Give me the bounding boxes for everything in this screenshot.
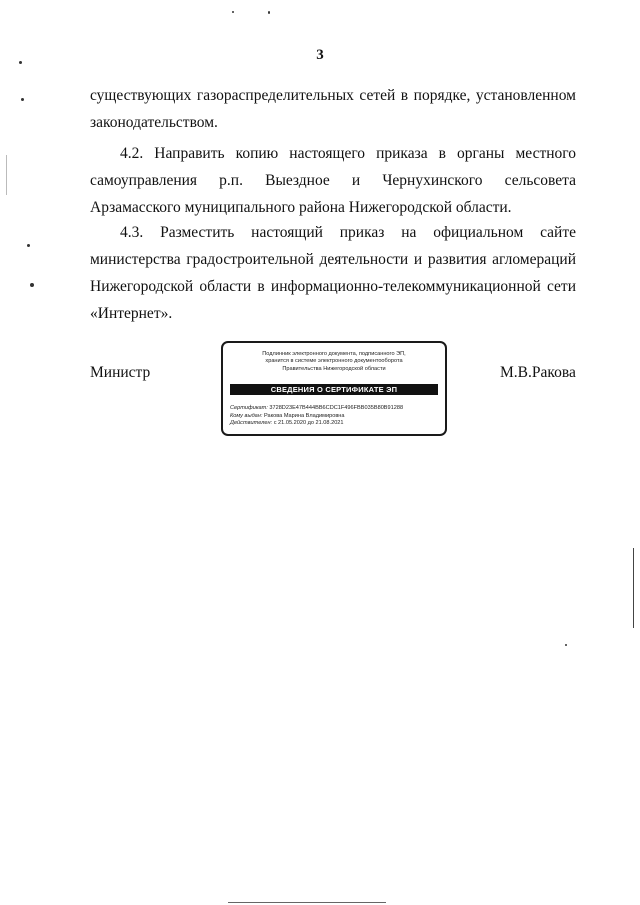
certificate-label: Сертификат: [230, 405, 268, 411]
stamp-header-line: Подлинник электронного документа, подписанного ЭП, [262, 351, 406, 357]
scan-speck [232, 11, 234, 13]
page-number: 3 [316, 47, 324, 63]
certificate-value: 3728D23E47B444BB6CDC1F496FBB035B80B91288 [269, 405, 404, 411]
paragraph-continuation: существующих газораспределительных сетей в порядке, установленном законодательством. [90, 87, 576, 131]
stamp-banner: СВЕДЕНИЯ О СЕРТИФИКАТЕ ЭП [230, 384, 438, 395]
scan-edge-mark [6, 155, 7, 195]
certificate-row [230, 405, 441, 413]
scan-speck [565, 644, 567, 646]
e-signature-stamp [221, 341, 447, 436]
stamp-header [227, 351, 441, 373]
issued-to-label: Кому выдан: [230, 412, 263, 419]
scan-speck [19, 61, 22, 64]
stamp-header-line: хранится в системе электронного документооборота [265, 358, 403, 365]
paragraph-4-2: 4.2. Направить копию настоящего приказа в органы местного самоуправления р.п. Выездное и Чернухинского сельсовета Арзамасского муниципального района Нижегородской области. [90, 145, 576, 216]
paragraph-4-3: 4.3. Разместить настоящий приказ на официальном сайте министерства градостроительной деятельности и развития агломераций Нижегородской области в информационно-телекоммуникационной сети «Интернет». [90, 224, 576, 322]
signer-title: Министр [90, 364, 151, 381]
validity-row [230, 420, 441, 428]
stamp-header-line: Правительства Нижегородской области [282, 365, 386, 372]
issued-to-value: Ракова Марина Владимировна [263, 412, 345, 419]
validity-label: Действителен: [230, 420, 273, 427]
scan-edge-mark [633, 548, 634, 628]
signer-name: М.В.Ракова [500, 364, 576, 381]
scan-speck [268, 11, 270, 14]
scan-speck [30, 283, 34, 287]
scan-speck [21, 98, 24, 101]
stamp-details [230, 405, 441, 428]
scan-speck [27, 244, 30, 247]
scan-bottom-line [228, 902, 386, 903]
validity-value: с 21.05.2020 до 21.08.2021 [273, 420, 344, 427]
